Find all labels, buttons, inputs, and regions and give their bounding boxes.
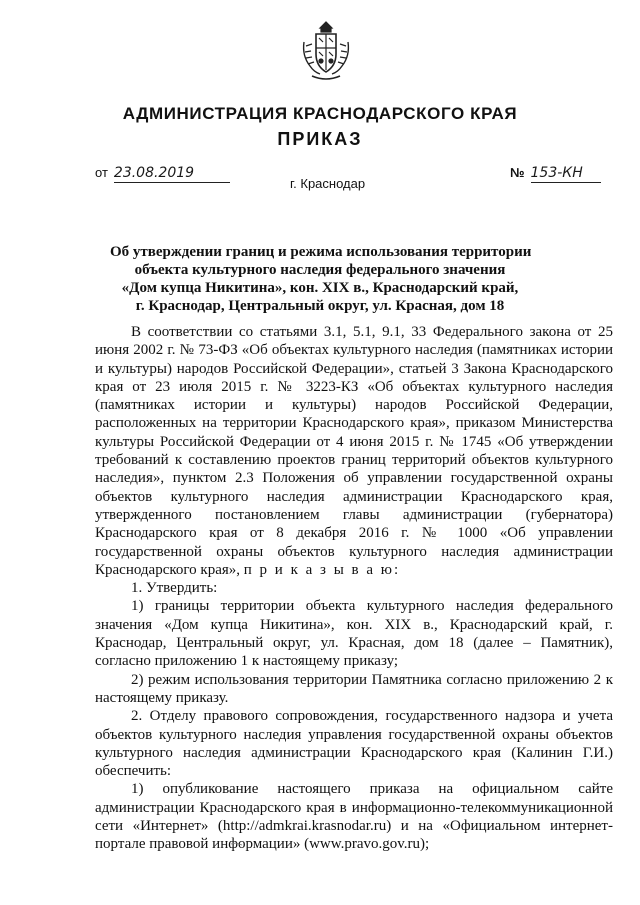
city: г. Краснодар <box>290 176 366 191</box>
handwritten-date: 23.08.2019 <box>114 165 230 183</box>
intro-text: В соответствии со статьями 3.1, 5.1, 9.1, 33 Федерального закона от 25 июня 2002 г. № 73-ФЗ «Об объектах культурного наследия (памятниках истории и культуры) народов Российской Федерации», статьей 3 Закона Краснодарского края от 23 июля 2015 г. № 3223-КЗ «Об объектах культурного наследия (памятниках истории и культуры) народов Российской Федерации, расположенных на территории Краснодарского края», приказом Министерства культуры Российской Федерации от 4 июня 2015 г. № 1745 «Об утверждении требований к составлению проектов границ территорий объектов культурного наследия», пунктом 2.3 Положения об управлении государственной охраны объектов культурного наследия администрации Краснодарского края, утвержденного постановлением главы администрации (губернатора) Краснодарского края от 8 декабря 2016 г. № 1000 «Об управлении государственной охраны объектов культурного наследия администрации Краснодарского края», <box>95 324 613 578</box>
document-title <box>110 243 530 315</box>
item-paragraph: 1. Утвердить: <box>131 580 218 597</box>
title-line: г. Краснодар, Центральный округ, ул. Красная, дом 18 <box>135 298 505 314</box>
title-line: «Дом купца Никитина», кон. XIX в., Краснодарский край, <box>121 280 519 296</box>
item-paragraph: 1) границы территории объекта культурного наследия федерального значения «Дом купца Никитина», кон. XIX в., Краснодарский край, г. Краснодар, Центральный округ, ул. Красная, дом 18 (далее – Памятник), согласно приложению 1 к настоящему приказу; <box>95 598 613 670</box>
item-paragraph: 1) опубликование настоящего приказа на официальном сайте администрации Краснодарского края в информационно-телекоммуникационной сети «Интернет» (http://admkrai.krasnodar.ru) и на «Официальном интернет-портале правовой информации» (www.pravo.gov.ru); <box>95 781 613 853</box>
item-paragraph: 2) режим использования территории Памятника согласно приложению 2 к настоящему приказу. <box>95 671 613 706</box>
document-number <box>510 165 601 183</box>
scan-speck <box>230 842 244 846</box>
document-body <box>95 323 613 854</box>
document-type: ПРИКАЗ <box>277 129 363 149</box>
intro-paragraph <box>95 323 613 579</box>
document-date <box>95 165 230 183</box>
title-line: Об утверждении границ и режима использования территории <box>110 244 532 260</box>
krasnodar-coat-of-arms-icon <box>300 20 352 82</box>
organization-name: АДМИНИСТРАЦИЯ КРАСНОДАРСКОГО КРАЯ <box>122 104 518 123</box>
handwritten-number: 153-КН <box>531 165 601 183</box>
title-line: объекта культурного наследия федерального значения <box>134 262 506 278</box>
order-word: п р и к а з ы в а ю: <box>243 561 401 578</box>
number-prefix: № <box>510 165 525 180</box>
date-prefix: от <box>95 165 108 180</box>
item-paragraph: 2. Отделу правового сопровождения, государственного надзора и учета объектов культурного наследия управления государственной охраны объектов культурного наследия администрации Краснодарского края (Калинин Г.И.) обеспечить: <box>95 708 613 780</box>
